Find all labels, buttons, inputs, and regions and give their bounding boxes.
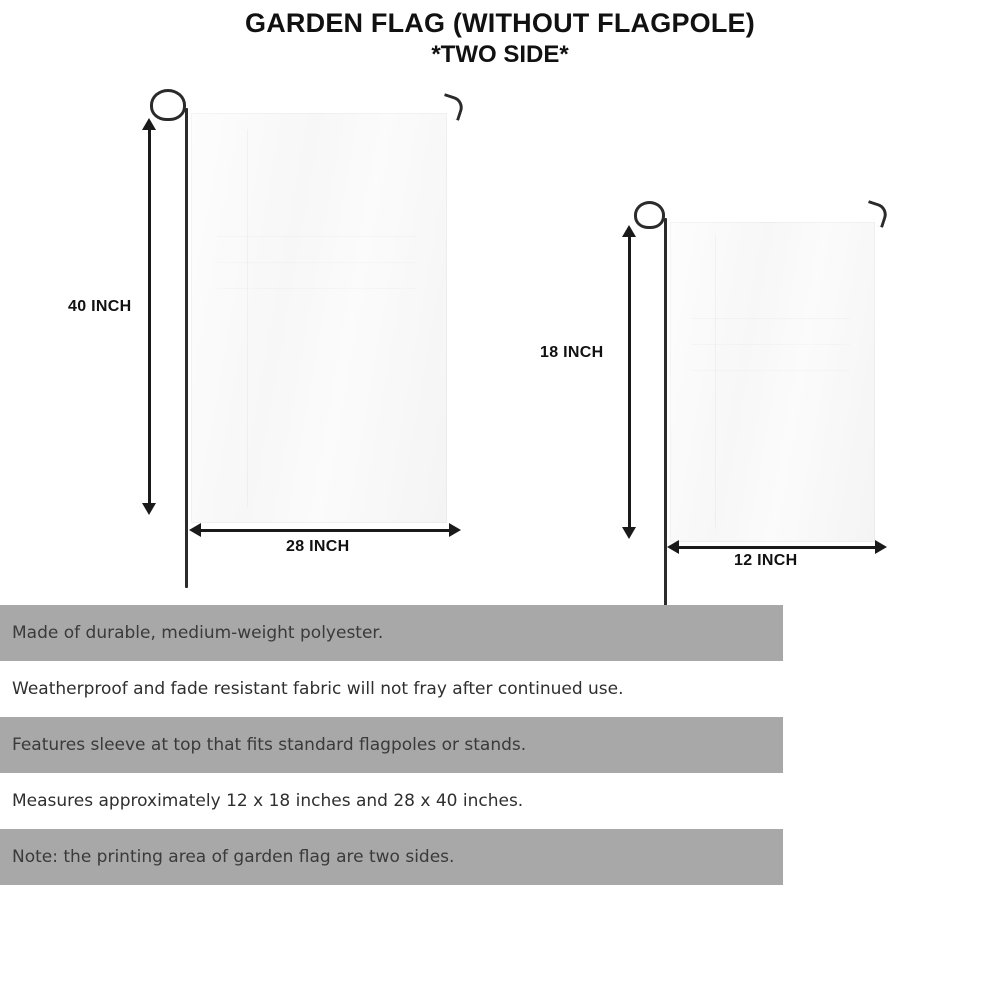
arrow-up-icon [622, 225, 636, 237]
arrow-left-icon [189, 523, 201, 537]
arrow-right-icon [449, 523, 461, 537]
large-flag-illustration [0, 0, 500, 620]
large-flag-height-dimension-line [148, 129, 151, 504]
large-flag-height-label: 40 INCH [68, 298, 132, 315]
list-item [0, 661, 783, 717]
large-flag-width-dimension-line [200, 529, 450, 532]
title-line-1: GARDEN FLAG (WITHOUT FLAGPOLE) [245, 8, 755, 38]
small-flag-fabric [670, 222, 875, 542]
large-flag-fabric [191, 113, 447, 523]
large-flag-width-label: 28 INCH [286, 538, 350, 555]
list-item [0, 773, 783, 829]
small-flag-height-dimension-line [628, 236, 631, 528]
feature-text: Features sleeve at top that fits standard flagpoles or stands. [12, 734, 527, 755]
arrow-up-icon [142, 118, 156, 130]
small-flag-illustration [500, 0, 1000, 640]
large-flag-pole [185, 108, 188, 588]
small-flag-width-dimension-line [678, 546, 876, 549]
title-line-2: *TWO SIDE* [431, 41, 569, 69]
arrow-left-icon [667, 540, 679, 554]
small-flag-height-label: 18 INCH [540, 344, 604, 361]
feature-text: Note: the printing area of garden flag are two sides. [12, 846, 455, 867]
small-flag-pole-loop [634, 201, 665, 229]
arrow-down-icon [622, 527, 636, 539]
small-flag-width-label: 12 INCH [734, 552, 798, 569]
list-item [0, 829, 783, 885]
feature-list [0, 605, 783, 885]
list-item [0, 717, 783, 773]
feature-text: Weatherproof and fade resistant fabric will not fray after continued use. [12, 678, 624, 699]
arrow-down-icon [142, 503, 156, 515]
feature-text: Measures approximately 12 x 18 inches and 28 x 40 inches. [12, 790, 524, 811]
large-flag-pole-loop [150, 89, 186, 121]
arrow-right-icon [875, 540, 887, 554]
feature-text: Made of durable, medium-weight polyester. [12, 622, 384, 643]
list-item [0, 605, 783, 661]
